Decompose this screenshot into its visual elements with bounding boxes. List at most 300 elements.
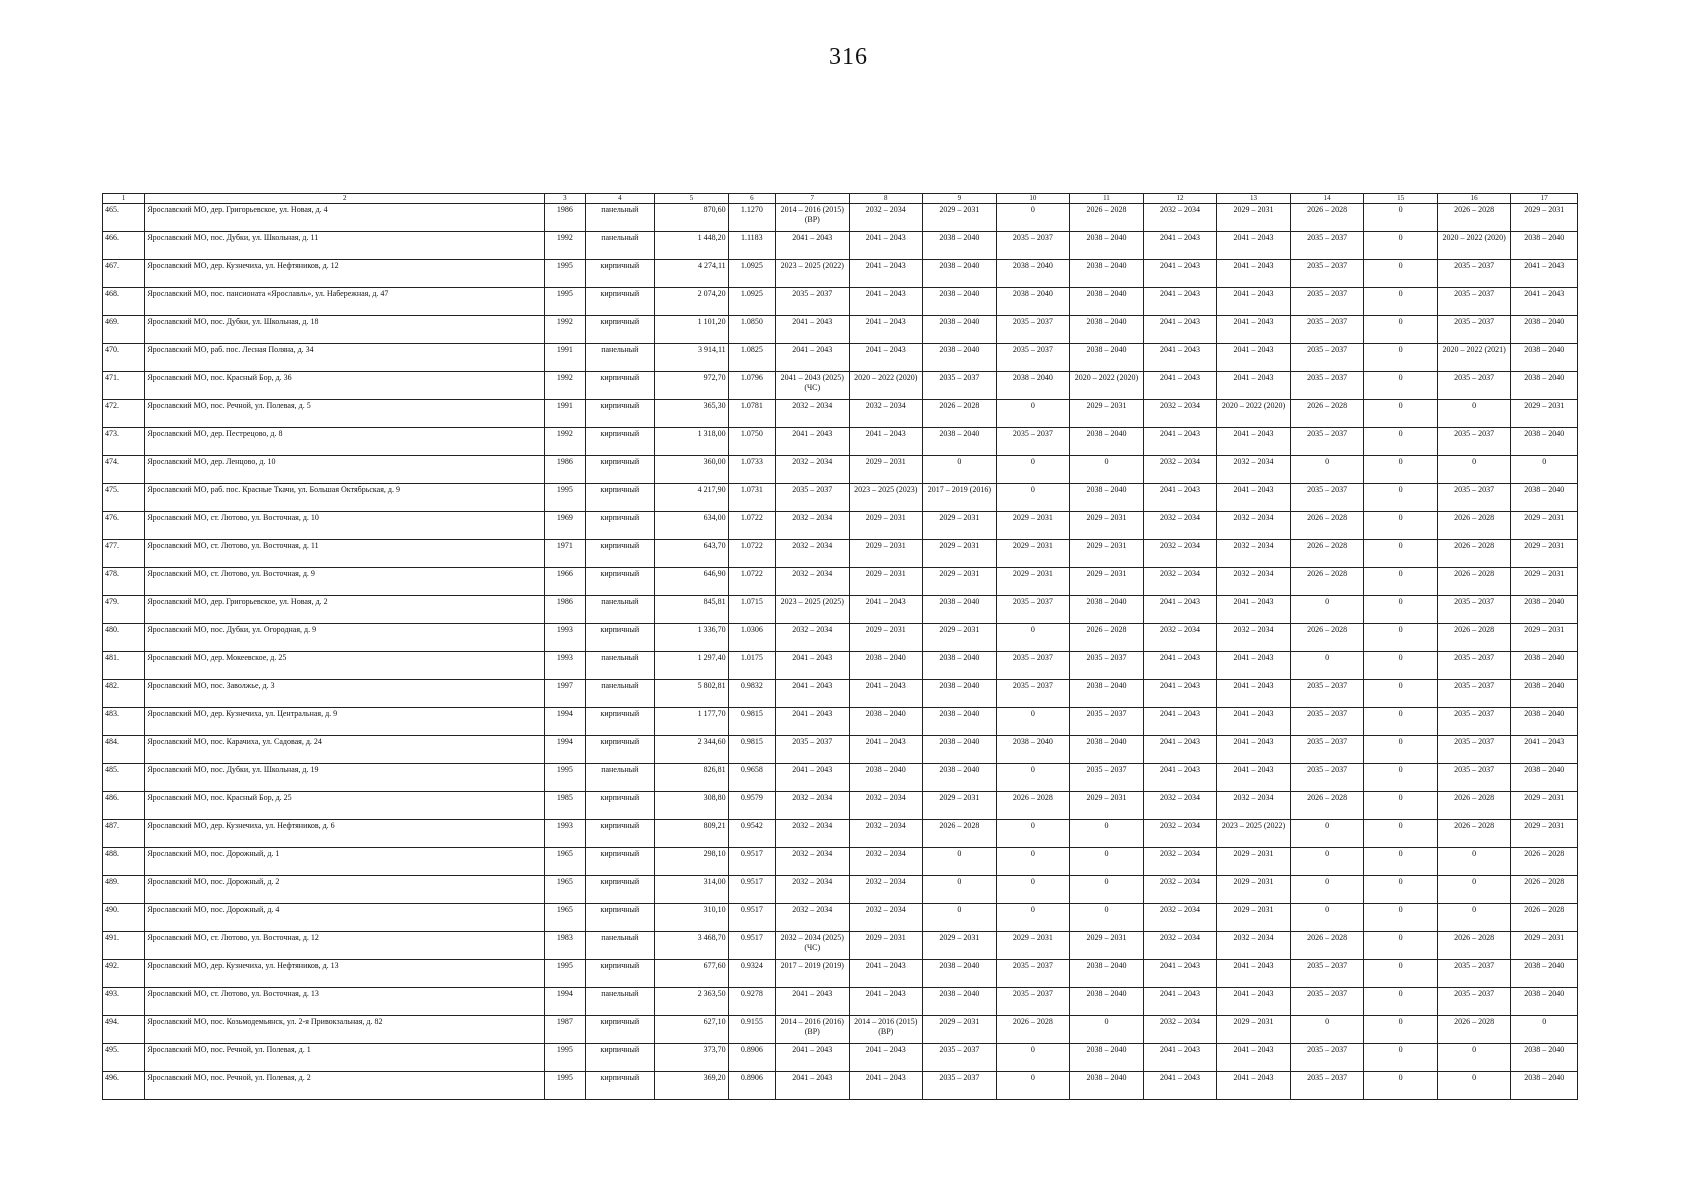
table-cell-col-13: 2041 – 2043: [1217, 960, 1291, 988]
table-cell-col-17: 2038 – 2040: [1511, 344, 1578, 372]
table-cell-col-5: 369,20: [655, 1072, 729, 1100]
table-cell-col-13: 2029 – 2031: [1217, 1016, 1291, 1044]
table-cell-col-5: 298,10: [655, 848, 729, 876]
table-cell-col-8: 2032 – 2034: [849, 204, 923, 232]
table-cell-col-6: 0.8906: [728, 1072, 775, 1100]
table-cell-col-3: 1966: [545, 568, 585, 596]
table-cell-col-7: 2041 – 2043: [775, 1044, 849, 1072]
table-cell-col-11: 0: [1070, 848, 1144, 876]
table-cell-col-5: 2 363,50: [655, 988, 729, 1016]
table-cell-col-4: кирпичный: [585, 848, 655, 876]
table-cell-col-1: 470.: [103, 344, 145, 372]
table-cell-col-2: Ярославский МО, пос. Дорожный, д. 4: [145, 904, 545, 932]
table-cell-col-13: 2029 – 2031: [1217, 204, 1291, 232]
table-cell-col-3: 1993: [545, 624, 585, 652]
table-cell-col-10: 0: [996, 1044, 1070, 1072]
table-cell-col-7: 2032 – 2034: [775, 540, 849, 568]
table-cell-col-3: 1995: [545, 1072, 585, 1100]
table-cell-col-14: 2035 – 2037: [1290, 988, 1364, 1016]
table-cell-col-13: 2041 – 2043: [1217, 708, 1291, 736]
table-cell-col-9: 2029 – 2031: [923, 512, 997, 540]
table-cell-col-16: 2035 – 2037: [1437, 372, 1511, 400]
table-cell-col-5: 634,00: [655, 512, 729, 540]
table-cell-col-2: Ярославский МО, ст. Лютово, ул. Восточная, д. 10: [145, 512, 545, 540]
table-cell-col-9: 2038 – 2040: [923, 736, 997, 764]
table-cell-col-8: 2041 – 2043: [849, 260, 923, 288]
table-cell-col-10: 2038 – 2040: [996, 260, 1070, 288]
table-cell-col-2: Ярославский МО, дер. Григорьевское, ул. Новая, д. 2: [145, 596, 545, 624]
table-cell-col-16: 2035 – 2037: [1437, 260, 1511, 288]
table-cell-col-16: 0: [1437, 848, 1511, 876]
table-cell-col-5: 646,90: [655, 568, 729, 596]
table-cell-col-10: 2035 – 2037: [996, 232, 1070, 260]
table-cell-col-13: 2041 – 2043: [1217, 232, 1291, 260]
table-cell-col-16: 2026 – 2028: [1437, 512, 1511, 540]
table-cell-col-6: 0.9815: [728, 708, 775, 736]
table-cell-col-11: 2038 – 2040: [1070, 344, 1144, 372]
table-row: [103, 512, 1578, 540]
table-cell-col-9: 2038 – 2040: [923, 232, 997, 260]
table-cell-col-12: 2041 – 2043: [1143, 344, 1217, 372]
table-cell-col-5: 826,81: [655, 764, 729, 792]
table-cell-col-1: 495.: [103, 1044, 145, 1072]
table-cell-col-13: 2032 – 2034: [1217, 792, 1291, 820]
table-cell-col-13: 2023 – 2025 (2022): [1217, 820, 1291, 848]
table-cell-col-2: Ярославский МО, дер. Мокеевское, д. 25: [145, 652, 545, 680]
column-number-cell: 10: [996, 194, 1070, 204]
table-cell-col-12: 2041 – 2043: [1143, 988, 1217, 1016]
column-number-cell: 12: [1143, 194, 1217, 204]
table-cell-col-12: 2041 – 2043: [1143, 1072, 1217, 1100]
table-cell-col-2: Ярославский МО, пос. Дубки, ул. Школьная, д. 11: [145, 232, 545, 260]
table-cell-col-11: 2020 – 2022 (2020): [1070, 372, 1144, 400]
table-cell-col-17: 2029 – 2031: [1511, 932, 1578, 960]
page-number: 316: [829, 44, 868, 70]
table-cell-col-13: 2029 – 2031: [1217, 904, 1291, 932]
table-cell-col-10: 2038 – 2040: [996, 736, 1070, 764]
table-cell-col-3: 1983: [545, 932, 585, 960]
table-row: [103, 428, 1578, 456]
table-cell-col-1: 487.: [103, 820, 145, 848]
table-cell-col-17: 2029 – 2031: [1511, 400, 1578, 428]
table-cell-col-14: 0: [1290, 820, 1364, 848]
table-cell-col-16: 2026 – 2028: [1437, 1016, 1511, 1044]
table-cell-col-11: 2038 – 2040: [1070, 988, 1144, 1016]
table-cell-col-1: 476.: [103, 512, 145, 540]
table-cell-col-11: 2026 – 2028: [1070, 624, 1144, 652]
table-cell-col-11: 2038 – 2040: [1070, 1072, 1144, 1100]
table-cell-col-2: Ярославский МО, пос. Заволжье, д. 3: [145, 680, 545, 708]
table-cell-col-1: 468.: [103, 288, 145, 316]
table-cell-col-11: 2035 – 2037: [1070, 652, 1144, 680]
table-cell-col-16: 2035 – 2037: [1437, 652, 1511, 680]
table-cell-col-6: 0.9517: [728, 876, 775, 904]
table-cell-col-11: 2035 – 2037: [1070, 764, 1144, 792]
table-cell-col-14: 2035 – 2037: [1290, 1072, 1364, 1100]
table-cell-col-10: 2035 – 2037: [996, 316, 1070, 344]
table-cell-col-15: 0: [1364, 876, 1438, 904]
table-cell-col-3: 1991: [545, 344, 585, 372]
table-cell-col-12: 2032 – 2034: [1143, 792, 1217, 820]
table-cell-col-12: 2032 – 2034: [1143, 512, 1217, 540]
table-cell-col-12: 2041 – 2043: [1143, 736, 1217, 764]
table-cell-col-8: 2029 – 2031: [849, 456, 923, 484]
table-cell-col-14: 2035 – 2037: [1290, 1044, 1364, 1072]
table-cell-col-7: 2032 – 2034: [775, 876, 849, 904]
table-cell-col-6: 1.1183: [728, 232, 775, 260]
table-row: [103, 820, 1578, 848]
table-cell-col-17: 2041 – 2043: [1511, 736, 1578, 764]
table-cell-col-14: 2026 – 2028: [1290, 204, 1364, 232]
table-cell-col-5: 4 217,90: [655, 484, 729, 512]
table-cell-col-2: Ярославский МО, дер. Кузнечиха, ул. Нефтяников, д. 12: [145, 260, 545, 288]
table-row: [103, 1044, 1578, 1072]
table-cell-col-2: Ярославский МО, пос. Дубки, ул. Школьная, д. 18: [145, 316, 545, 344]
table-cell-col-10: 0: [996, 624, 1070, 652]
table-cell-col-15: 0: [1364, 596, 1438, 624]
table-cell-col-8: 2029 – 2031: [849, 932, 923, 960]
table-cell-col-3: 1994: [545, 736, 585, 764]
table-cell-col-9: 2038 – 2040: [923, 288, 997, 316]
table-cell-col-13: 2020 – 2022 (2020): [1217, 400, 1291, 428]
table-cell-col-9: 2026 – 2028: [923, 820, 997, 848]
table-cell-col-4: кирпичный: [585, 736, 655, 764]
table-cell-col-14: 0: [1290, 1016, 1364, 1044]
table-cell-col-14: 2035 – 2037: [1290, 344, 1364, 372]
table-cell-col-4: панельный: [585, 988, 655, 1016]
table-cell-col-17: 0: [1511, 456, 1578, 484]
table-cell-col-5: 314,00: [655, 876, 729, 904]
table-cell-col-12: 2041 – 2043: [1143, 708, 1217, 736]
table-cell-col-7: 2041 – 2043: [775, 1072, 849, 1100]
table-cell-col-6: 0.9579: [728, 792, 775, 820]
table-cell-col-13: 2029 – 2031: [1217, 876, 1291, 904]
table-cell-col-15: 0: [1364, 1016, 1438, 1044]
table-cell-col-12: 2041 – 2043: [1143, 428, 1217, 456]
table-cell-col-8: 2041 – 2043: [849, 960, 923, 988]
table-cell-col-4: кирпичный: [585, 484, 655, 512]
table-row: [103, 792, 1578, 820]
table-cell-col-8: 2029 – 2031: [849, 512, 923, 540]
column-number-row: [103, 194, 1578, 204]
table-cell-col-7: 2041 – 2043: [775, 316, 849, 344]
column-number-cell: 17: [1511, 194, 1578, 204]
column-number-cell: 7: [775, 194, 849, 204]
table-cell-col-13: 2032 – 2034: [1217, 624, 1291, 652]
table-cell-col-1: 492.: [103, 960, 145, 988]
table-row: [103, 288, 1578, 316]
table-cell-col-1: 484.: [103, 736, 145, 764]
table-cell-col-14: 2026 – 2028: [1290, 792, 1364, 820]
table-cell-col-13: 2041 – 2043: [1217, 1044, 1291, 1072]
table-cell-col-1: 475.: [103, 484, 145, 512]
table-cell-col-5: 1 101,20: [655, 316, 729, 344]
table-cell-col-17: 2029 – 2031: [1511, 512, 1578, 540]
table-row: [103, 652, 1578, 680]
table-cell-col-1: 472.: [103, 400, 145, 428]
table-cell-col-5: 870,60: [655, 204, 729, 232]
table-cell-col-8: 2032 – 2034: [849, 400, 923, 428]
table-row: [103, 960, 1578, 988]
table-cell-col-16: 2035 – 2037: [1437, 988, 1511, 1016]
table-cell-col-11: 2029 – 2031: [1070, 932, 1144, 960]
column-number-cell: 1: [103, 194, 145, 204]
table-cell-col-14: 0: [1290, 848, 1364, 876]
table-cell-col-11: 0: [1070, 904, 1144, 932]
table-row: [103, 680, 1578, 708]
table-cell-col-14: 2026 – 2028: [1290, 932, 1364, 960]
table-cell-col-4: кирпичный: [585, 1044, 655, 1072]
table-cell-col-16: 0: [1437, 876, 1511, 904]
table-cell-col-4: кирпичный: [585, 876, 655, 904]
table-cell-col-15: 0: [1364, 456, 1438, 484]
table-cell-col-4: кирпичный: [585, 708, 655, 736]
table-cell-col-10: 2035 – 2037: [996, 680, 1070, 708]
table-cell-col-17: 0: [1511, 1016, 1578, 1044]
table-cell-col-17: 2038 – 2040: [1511, 484, 1578, 512]
table-row: [103, 876, 1578, 904]
table-cell-col-11: 2029 – 2031: [1070, 400, 1144, 428]
table-cell-col-11: 0: [1070, 456, 1144, 484]
table-cell-col-15: 0: [1364, 232, 1438, 260]
table-cell-col-12: 2032 – 2034: [1143, 820, 1217, 848]
table-cell-col-11: 2026 – 2028: [1070, 204, 1144, 232]
table-cell-col-6: 0.9324: [728, 960, 775, 988]
table-cell-col-11: 2038 – 2040: [1070, 316, 1144, 344]
table-cell-col-16: 2026 – 2028: [1437, 820, 1511, 848]
table-cell-col-16: 0: [1437, 1072, 1511, 1100]
table-body: [103, 194, 1578, 1100]
table-cell-col-10: 0: [996, 876, 1070, 904]
table-cell-col-4: кирпичный: [585, 792, 655, 820]
table-cell-col-9: 2038 – 2040: [923, 344, 997, 372]
table-cell-col-3: 1995: [545, 260, 585, 288]
table-cell-col-8: 2041 – 2043: [849, 596, 923, 624]
table-cell-col-2: Ярославский МО, пос. Дубки, ул. Школьная, д. 19: [145, 764, 545, 792]
table-cell-col-4: кирпичный: [585, 288, 655, 316]
column-number-cell: 11: [1070, 194, 1144, 204]
table-row: [103, 400, 1578, 428]
table-cell-col-13: 2032 – 2034: [1217, 512, 1291, 540]
table-cell-col-1: 482.: [103, 680, 145, 708]
table-cell-col-10: 2029 – 2031: [996, 932, 1070, 960]
table-cell-col-12: 2041 – 2043: [1143, 260, 1217, 288]
table-cell-col-9: 0: [923, 876, 997, 904]
table-cell-col-6: 1.0850: [728, 316, 775, 344]
table-cell-col-7: 2032 – 2034 (2025) (ЧС): [775, 932, 849, 960]
table-cell-col-9: 2029 – 2031: [923, 792, 997, 820]
column-number-cell: 13: [1217, 194, 1291, 204]
table-cell-col-4: кирпичный: [585, 456, 655, 484]
table-row: [103, 764, 1578, 792]
table-cell-col-13: 2032 – 2034: [1217, 568, 1291, 596]
table-cell-col-3: 1993: [545, 652, 585, 680]
column-number-cell: 16: [1437, 194, 1511, 204]
table-cell-col-4: кирпичный: [585, 400, 655, 428]
table-row: [103, 568, 1578, 596]
table-cell-col-2: Ярославский МО, дер. Кузнечиха, ул. Нефтяников, д. 6: [145, 820, 545, 848]
table-cell-col-9: 0: [923, 904, 997, 932]
table-cell-col-5: 3 468,70: [655, 932, 729, 960]
table-cell-col-1: 490.: [103, 904, 145, 932]
table-cell-col-6: 0.9278: [728, 988, 775, 1016]
table-cell-col-12: 2041 – 2043: [1143, 652, 1217, 680]
table-cell-col-4: кирпичный: [585, 1016, 655, 1044]
table-cell-col-13: 2029 – 2031: [1217, 848, 1291, 876]
table-cell-col-8: 2041 – 2043: [849, 428, 923, 456]
table-row: [103, 232, 1578, 260]
table-cell-col-10: 2035 – 2037: [996, 652, 1070, 680]
table-cell-col-3: 1994: [545, 988, 585, 1016]
table-cell-col-10: 2035 – 2037: [996, 988, 1070, 1016]
table-cell-col-10: 2026 – 2028: [996, 792, 1070, 820]
table-cell-col-11: 2038 – 2040: [1070, 680, 1144, 708]
table-cell-col-13: 2041 – 2043: [1217, 428, 1291, 456]
table-cell-col-14: 2026 – 2028: [1290, 540, 1364, 568]
table-cell-col-1: 491.: [103, 932, 145, 960]
table-cell-col-9: 2035 – 2037: [923, 1044, 997, 1072]
table-cell-col-14: 2035 – 2037: [1290, 484, 1364, 512]
table-cell-col-15: 0: [1364, 960, 1438, 988]
table-cell-col-12: 2032 – 2034: [1143, 400, 1217, 428]
table-cell-col-15: 0: [1364, 932, 1438, 960]
table-cell-col-5: 3 914,11: [655, 344, 729, 372]
table-cell-col-6: 1.0722: [728, 512, 775, 540]
table-cell-col-15: 0: [1364, 792, 1438, 820]
table-cell-col-4: панельный: [585, 764, 655, 792]
table-cell-col-9: 2038 – 2040: [923, 988, 997, 1016]
table-cell-col-12: 2041 – 2043: [1143, 484, 1217, 512]
table-cell-col-9: 0: [923, 456, 997, 484]
table-cell-col-8: 2038 – 2040: [849, 764, 923, 792]
table-cell-col-13: 2041 – 2043: [1217, 596, 1291, 624]
table-cell-col-3: 1986: [545, 204, 585, 232]
table-cell-col-17: 2041 – 2043: [1511, 260, 1578, 288]
table-row: [103, 456, 1578, 484]
table-cell-col-1: 474.: [103, 456, 145, 484]
table-cell-col-11: 2038 – 2040: [1070, 288, 1144, 316]
table-cell-col-10: 0: [996, 400, 1070, 428]
table-cell-col-7: 2032 – 2034: [775, 904, 849, 932]
table-cell-col-4: кирпичный: [585, 372, 655, 400]
table-cell-col-9: 2017 – 2019 (2016): [923, 484, 997, 512]
table-cell-col-14: 2026 – 2028: [1290, 512, 1364, 540]
table-cell-col-2: Ярославский МО, дер. Кузнечиха, ул. Нефтяников, д. 13: [145, 960, 545, 988]
table-cell-col-7: 2041 – 2043: [775, 232, 849, 260]
table-cell-col-16: 0: [1437, 400, 1511, 428]
table-cell-col-1: 488.: [103, 848, 145, 876]
table-cell-col-8: 2032 – 2034: [849, 820, 923, 848]
table-cell-col-3: 1969: [545, 512, 585, 540]
table-row: [103, 848, 1578, 876]
table-cell-col-12: 2032 – 2034: [1143, 568, 1217, 596]
table-cell-col-16: 2035 – 2037: [1437, 288, 1511, 316]
table-cell-col-13: 2041 – 2043: [1217, 736, 1291, 764]
table-cell-col-12: 2032 – 2034: [1143, 456, 1217, 484]
table-cell-col-13: 2041 – 2043: [1217, 1072, 1291, 1100]
table-row: [103, 484, 1578, 512]
table-cell-col-6: 1.1270: [728, 204, 775, 232]
table-cell-col-13: 2041 – 2043: [1217, 344, 1291, 372]
table-cell-col-8: 2041 – 2043: [849, 1072, 923, 1100]
table-cell-col-7: 2032 – 2034: [775, 456, 849, 484]
table-cell-col-7: 2035 – 2037: [775, 736, 849, 764]
table-cell-col-1: 481.: [103, 652, 145, 680]
table-cell-col-5: 809,21: [655, 820, 729, 848]
table-cell-col-11: 2029 – 2031: [1070, 512, 1144, 540]
table-cell-col-17: 2029 – 2031: [1511, 624, 1578, 652]
table-cell-col-2: Ярославский МО, дер. Ленцово, д. 10: [145, 456, 545, 484]
table-cell-col-3: 1993: [545, 820, 585, 848]
table-cell-col-5: 360,00: [655, 456, 729, 484]
table-cell-col-2: Ярославский МО, дер. Пестрецово, д. 8: [145, 428, 545, 456]
table-cell-col-2: Ярославский МО, дер. Григорьевское, ул. Новая, д. 4: [145, 204, 545, 232]
table-cell-col-1: 477.: [103, 540, 145, 568]
table-cell-col-9: 2038 – 2040: [923, 428, 997, 456]
table-cell-col-17: 2026 – 2028: [1511, 848, 1578, 876]
table-cell-col-5: 308,80: [655, 792, 729, 820]
table-cell-col-2: Ярославский МО, пос. Карачиха, ул. Садовая, д. 24: [145, 736, 545, 764]
table-row: [103, 988, 1578, 1016]
table-cell-col-6: 1.0175: [728, 652, 775, 680]
table-cell-col-15: 0: [1364, 344, 1438, 372]
table-cell-col-14: 2035 – 2037: [1290, 372, 1364, 400]
table-cell-col-11: 2038 – 2040: [1070, 484, 1144, 512]
table-cell-col-12: 2041 – 2043: [1143, 596, 1217, 624]
table-cell-col-14: 0: [1290, 652, 1364, 680]
table-cell-col-13: 2041 – 2043: [1217, 372, 1291, 400]
table-cell-col-11: 2029 – 2031: [1070, 540, 1144, 568]
table-cell-col-1: 489.: [103, 876, 145, 904]
table-cell-col-4: панельный: [585, 596, 655, 624]
table-cell-col-7: 2035 – 2037: [775, 484, 849, 512]
table-cell-col-8: 2014 – 2016 (2015) (ВР): [849, 1016, 923, 1044]
table-cell-col-6: 0.9542: [728, 820, 775, 848]
table-cell-col-17: 2038 – 2040: [1511, 708, 1578, 736]
table-cell-col-6: 1.0796: [728, 372, 775, 400]
table-cell-col-10: 2035 – 2037: [996, 960, 1070, 988]
table-cell-col-14: 2035 – 2037: [1290, 316, 1364, 344]
table-row: [103, 372, 1578, 400]
table-cell-col-5: 373,70: [655, 1044, 729, 1072]
table-cell-col-6: 1.0733: [728, 456, 775, 484]
table-cell-col-11: 2038 – 2040: [1070, 960, 1144, 988]
table-cell-col-5: 643,70: [655, 540, 729, 568]
table-cell-col-8: 2029 – 2031: [849, 568, 923, 596]
table-cell-col-7: 2041 – 2043 (2025) (ЧС): [775, 372, 849, 400]
table-cell-col-9: 2029 – 2031: [923, 624, 997, 652]
table-cell-col-15: 0: [1364, 316, 1438, 344]
table-cell-col-6: 0.9517: [728, 848, 775, 876]
table-cell-col-9: 2038 – 2040: [923, 960, 997, 988]
table-cell-col-13: 2032 – 2034: [1217, 540, 1291, 568]
table-cell-col-3: 1965: [545, 876, 585, 904]
table-cell-col-4: кирпичный: [585, 960, 655, 988]
table-cell-col-9: 0: [923, 848, 997, 876]
table-cell-col-4: кирпичный: [585, 316, 655, 344]
table-cell-col-6: 0.9658: [728, 764, 775, 792]
table-cell-col-2: Ярославский МО, пос. Речной, ул. Полевая, д. 5: [145, 400, 545, 428]
table-cell-col-4: панельный: [585, 932, 655, 960]
table-cell-col-8: 2041 – 2043: [849, 736, 923, 764]
table-cell-col-15: 0: [1364, 624, 1438, 652]
table-cell-col-8: 2032 – 2034: [849, 792, 923, 820]
table-cell-col-5: 1 297,40: [655, 652, 729, 680]
table-cell-col-6: 1.0925: [728, 260, 775, 288]
table-cell-col-9: 2029 – 2031: [923, 932, 997, 960]
table-cell-col-13: 2041 – 2043: [1217, 260, 1291, 288]
table-row: [103, 204, 1578, 232]
